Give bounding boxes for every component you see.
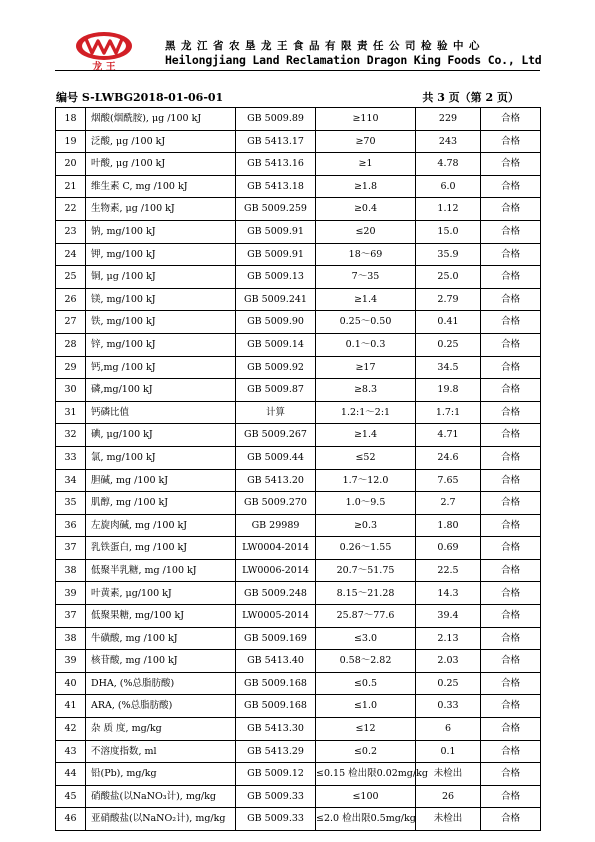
test-method-cell: GB 29989: [236, 514, 316, 537]
table-row: [56, 763, 541, 786]
page-info: 共 3 页（第 2 页）: [422, 91, 519, 104]
verdict-cell: 合格: [481, 333, 541, 356]
test-result-cell: 6: [416, 718, 481, 741]
verdict-cell: 合格: [481, 514, 541, 537]
company-logo: [72, 30, 136, 74]
row-number-cell: 32: [56, 424, 86, 447]
row-number-cell: 43: [56, 740, 86, 763]
test-item-cell: ARA, (%总脂肪酸): [86, 695, 236, 718]
test-method-cell: GB 5413.16: [236, 153, 316, 176]
standard-value-cell: ≤20: [316, 220, 416, 243]
row-number-cell: 23: [56, 220, 86, 243]
test-result-cell: 0.33: [416, 695, 481, 718]
test-results-table: [55, 107, 541, 831]
standard-value-cell: ≤0.15 检出限0.02mg/kg: [316, 763, 416, 786]
test-result-cell: 0.25: [416, 672, 481, 695]
test-item-cell: 钙磷比值: [86, 401, 236, 424]
row-number-cell: 26: [56, 288, 86, 311]
test-item-cell: 泛酸, μg /100 kJ: [86, 130, 236, 153]
test-result-cell: 6.0: [416, 175, 481, 198]
table-row: [56, 650, 541, 673]
table-row: [56, 695, 541, 718]
test-item-cell: 铁, mg/100 kJ: [86, 311, 236, 334]
row-number-cell: 39: [56, 582, 86, 605]
standard-value-cell: ≥110: [316, 108, 416, 131]
test-result-cell: 243: [416, 130, 481, 153]
test-item-cell: 钙,mg /100 kJ: [86, 356, 236, 379]
verdict-cell: 合格: [481, 356, 541, 379]
standard-value-cell: ≥1.4: [316, 288, 416, 311]
verdict-cell: 合格: [481, 740, 541, 763]
table-row: [56, 153, 541, 176]
test-item-cell: 生物素, μg /100 kJ: [86, 198, 236, 221]
test-result-cell: 0.1: [416, 740, 481, 763]
standard-value-cell: ≥8.3: [316, 379, 416, 402]
verdict-cell: 合格: [481, 288, 541, 311]
standard-value-cell: 0.58～2.82: [316, 650, 416, 673]
test-method-cell: GB 5009.169: [236, 627, 316, 650]
test-result-cell: 1.12: [416, 198, 481, 221]
test-method-cell: GB 5009.89: [236, 108, 316, 131]
test-item-cell: 氯, mg/100 kJ: [86, 446, 236, 469]
standard-value-cell: ≥0.3: [316, 514, 416, 537]
table-row: [56, 672, 541, 695]
test-method-cell: 计算: [236, 401, 316, 424]
standard-value-cell: ≤0.5: [316, 672, 416, 695]
standard-value-cell: ≤12: [316, 718, 416, 741]
table-row: [56, 266, 541, 289]
table-row: [56, 605, 541, 628]
test-result-cell: 25.0: [416, 266, 481, 289]
document-number: 编号 S-LWBG2018-01-06-01: [56, 91, 224, 104]
row-number-cell: 38: [56, 627, 86, 650]
test-method-cell: GB 5009.91: [236, 243, 316, 266]
standard-value-cell: 1.2:1～2:1: [316, 401, 416, 424]
verdict-cell: 合格: [481, 108, 541, 131]
test-item-cell: 牛磺酸, mg /100 kJ: [86, 627, 236, 650]
row-number-cell: 42: [56, 718, 86, 741]
standard-value-cell: 0.1～0.3: [316, 333, 416, 356]
verdict-cell: 合格: [481, 266, 541, 289]
row-number-cell: 36: [56, 514, 86, 537]
standard-value-cell: ≥17: [316, 356, 416, 379]
test-method-cell: GB 5009.44: [236, 446, 316, 469]
table-row: [56, 424, 541, 447]
test-item-cell: 亚硝酸盐(以NaNO₂计), mg/kg: [86, 808, 236, 831]
test-item-cell: 胆碱, mg /100 kJ: [86, 469, 236, 492]
verdict-cell: 合格: [481, 220, 541, 243]
test-item-cell: 钠, mg/100 kJ: [86, 220, 236, 243]
verdict-cell: 合格: [481, 718, 541, 741]
header-divider: [55, 70, 540, 71]
test-method-cell: GB 5009.168: [236, 695, 316, 718]
table-row: [56, 469, 541, 492]
test-item-cell: 锌, mg/100 kJ: [86, 333, 236, 356]
test-method-cell: GB 5413.18: [236, 175, 316, 198]
verdict-cell: 合格: [481, 672, 541, 695]
standard-value-cell: 0.26～1.55: [316, 537, 416, 560]
standard-value-cell: 1.7～12.0: [316, 469, 416, 492]
standard-value-cell: ≤1.0: [316, 695, 416, 718]
test-result-cell: 1.7:1: [416, 401, 481, 424]
table-row: [56, 808, 541, 831]
verdict-cell: 合格: [481, 401, 541, 424]
standard-value-cell: ≥1: [316, 153, 416, 176]
table-row: [56, 785, 541, 808]
test-result-cell: 4.71: [416, 424, 481, 447]
test-result-cell: 22.5: [416, 559, 481, 582]
test-results-body: [56, 108, 541, 831]
test-item-cell: 铅(Pb), mg/kg: [86, 763, 236, 786]
verdict-cell: 合格: [481, 446, 541, 469]
test-item-cell: 镁, mg/100 kJ: [86, 288, 236, 311]
test-result-cell: 39.4: [416, 605, 481, 628]
table-row: [56, 220, 541, 243]
test-method-cell: GB 5413.29: [236, 740, 316, 763]
test-result-cell: 1.80: [416, 514, 481, 537]
page-header: [0, 0, 595, 80]
test-method-cell: GB 5009.91: [236, 220, 316, 243]
table-row: [56, 401, 541, 424]
verdict-cell: 合格: [481, 537, 541, 560]
row-number-cell: 37: [56, 537, 86, 560]
test-method-cell: GB 5009.259: [236, 198, 316, 221]
verdict-cell: 合格: [481, 785, 541, 808]
test-result-cell: 35.9: [416, 243, 481, 266]
test-method-cell: GB 5009.33: [236, 808, 316, 831]
verdict-cell: 合格: [481, 627, 541, 650]
table-row: [56, 492, 541, 515]
row-number-cell: 24: [56, 243, 86, 266]
standard-value-cell: ≥0.4: [316, 198, 416, 221]
test-method-cell: GB 5413.30: [236, 718, 316, 741]
standard-value-cell: ≤100: [316, 785, 416, 808]
test-method-cell: GB 5009.267: [236, 424, 316, 447]
test-result-cell: 19.8: [416, 379, 481, 402]
test-item-cell: 磷,mg/100 kJ: [86, 379, 236, 402]
test-item-cell: DHA, (%总脂肪酸): [86, 672, 236, 695]
table-row: [56, 537, 541, 560]
test-item-cell: 硝酸盐(以NaNO₃计), mg/kg: [86, 785, 236, 808]
verdict-cell: 合格: [481, 763, 541, 786]
test-result-cell: 0.69: [416, 537, 481, 560]
verdict-cell: 合格: [481, 130, 541, 153]
standard-value-cell: ≤0.2: [316, 740, 416, 763]
test-item-cell: 乳铁蛋白, mg /100 kJ: [86, 537, 236, 560]
table-row: [56, 243, 541, 266]
test-result-cell: 2.13: [416, 627, 481, 650]
verdict-cell: 合格: [481, 559, 541, 582]
standard-value-cell: ≤2.0 检出限0.5mg/kg: [316, 808, 416, 831]
verdict-cell: 合格: [481, 469, 541, 492]
test-method-cell: GB 5009.92: [236, 356, 316, 379]
test-item-cell: 叶黄素, μg/100 kJ: [86, 582, 236, 605]
row-number-cell: 35: [56, 492, 86, 515]
row-number-cell: 30: [56, 379, 86, 402]
company-name-en: Heilongjiang Land Reclamation Dragon King Foods Co., Ltd: [165, 53, 542, 67]
row-number-cell: 21: [56, 175, 86, 198]
test-method-cell: GB 5009.12: [236, 763, 316, 786]
table-row: [56, 446, 541, 469]
row-number-cell: 46: [56, 808, 86, 831]
verdict-cell: 合格: [481, 492, 541, 515]
row-number-cell: 22: [56, 198, 86, 221]
test-item-cell: 低聚半乳糖, mg /100 kJ: [86, 559, 236, 582]
standard-value-cell: 7～35: [316, 266, 416, 289]
test-method-cell: LW0006-2014: [236, 559, 316, 582]
test-result-cell: 未检出: [416, 808, 481, 831]
table-row: [56, 108, 541, 131]
row-number-cell: 45: [56, 785, 86, 808]
row-number-cell: 39: [56, 650, 86, 673]
test-item-cell: 钾, mg/100 kJ: [86, 243, 236, 266]
standard-value-cell: 1.0～9.5: [316, 492, 416, 515]
verdict-cell: 合格: [481, 605, 541, 628]
test-method-cell: LW0005-2014: [236, 605, 316, 628]
test-result-cell: 14.3: [416, 582, 481, 605]
test-item-cell: 叶酸, μg /100 kJ: [86, 153, 236, 176]
test-method-cell: GB 5413.17: [236, 130, 316, 153]
standard-value-cell: 25.87～77.6: [316, 605, 416, 628]
row-number-cell: 38: [56, 559, 86, 582]
row-number-cell: 25: [56, 266, 86, 289]
verdict-cell: 合格: [481, 695, 541, 718]
test-result-cell: 4.78: [416, 153, 481, 176]
table-row: [56, 627, 541, 650]
table-row: [56, 514, 541, 537]
row-number-cell: 33: [56, 446, 86, 469]
test-result-cell: 24.6: [416, 446, 481, 469]
verdict-cell: 合格: [481, 198, 541, 221]
table-row: [56, 718, 541, 741]
test-method-cell: GB 5009.248: [236, 582, 316, 605]
test-result-cell: 34.5: [416, 356, 481, 379]
test-method-cell: GB 5009.14: [236, 333, 316, 356]
company-name-cn: 黑龙江省农垦龙王食品有限责任公司检验中心: [165, 40, 485, 52]
test-result-cell: 2.7: [416, 492, 481, 515]
test-result-cell: 26: [416, 785, 481, 808]
standard-value-cell: ≤52: [316, 446, 416, 469]
test-result-cell: 229: [416, 108, 481, 131]
table-row: [56, 333, 541, 356]
standard-value-cell: ≥1.8: [316, 175, 416, 198]
table-row: [56, 559, 541, 582]
verdict-cell: 合格: [481, 243, 541, 266]
verdict-cell: 合格: [481, 424, 541, 447]
table-row: [56, 740, 541, 763]
row-number-cell: 44: [56, 763, 86, 786]
test-result-cell: 15.0: [416, 220, 481, 243]
standard-value-cell: 0.25～0.50: [316, 311, 416, 334]
table-row: [56, 175, 541, 198]
standard-value-cell: ≤3.0: [316, 627, 416, 650]
test-item-cell: 肌醇, mg /100 kJ: [86, 492, 236, 515]
standard-value-cell: ≥1.4: [316, 424, 416, 447]
test-item-cell: 烟酸(烟酰胺), μg /100 kJ: [86, 108, 236, 131]
test-result-cell: 未检出: [416, 763, 481, 786]
test-item-cell: 杂 质 度, mg/kg: [86, 718, 236, 741]
row-number-cell: 19: [56, 130, 86, 153]
row-number-cell: 40: [56, 672, 86, 695]
verdict-cell: 合格: [481, 650, 541, 673]
test-method-cell: GB 5009.90: [236, 311, 316, 334]
test-result-cell: 2.03: [416, 650, 481, 673]
table-row: [56, 130, 541, 153]
logo-text: 龙 王: [92, 62, 116, 73]
test-result-cell: 2.79: [416, 288, 481, 311]
table-row: [56, 288, 541, 311]
test-result-cell: 0.25: [416, 333, 481, 356]
verdict-cell: 合格: [481, 175, 541, 198]
row-number-cell: 31: [56, 401, 86, 424]
test-method-cell: GB 5009.13: [236, 266, 316, 289]
test-method-cell: GB 5413.20: [236, 469, 316, 492]
verdict-cell: 合格: [481, 808, 541, 831]
test-item-cell: 铜, μg /100 kJ: [86, 266, 236, 289]
test-item-cell: 维生素 C, mg /100 kJ: [86, 175, 236, 198]
row-number-cell: 41: [56, 695, 86, 718]
standard-value-cell: ≥70: [316, 130, 416, 153]
table-row: [56, 198, 541, 221]
verdict-cell: 合格: [481, 582, 541, 605]
row-number-cell: 34: [56, 469, 86, 492]
verdict-cell: 合格: [481, 379, 541, 402]
test-method-cell: GB 5413.40: [236, 650, 316, 673]
test-method-cell: GB 5009.87: [236, 379, 316, 402]
standard-value-cell: 20.7～51.75: [316, 559, 416, 582]
verdict-cell: 合格: [481, 311, 541, 334]
row-number-cell: 37: [56, 605, 86, 628]
test-result-cell: 7.65: [416, 469, 481, 492]
test-item-cell: 碘, μg/100 kJ: [86, 424, 236, 447]
table-row: [56, 379, 541, 402]
test-method-cell: GB 5009.270: [236, 492, 316, 515]
verdict-cell: 合格: [481, 153, 541, 176]
test-item-cell: 左旋肉碱, mg /100 kJ: [86, 514, 236, 537]
test-item-cell: 低聚果糖, mg/100 kJ: [86, 605, 236, 628]
test-item-cell: 核苷酸, mg /100 kJ: [86, 650, 236, 673]
standard-value-cell: 8.15～21.28: [316, 582, 416, 605]
test-method-cell: LW0004-2014: [236, 537, 316, 560]
table-row: [56, 311, 541, 334]
test-method-cell: GB 5009.241: [236, 288, 316, 311]
table-row: [56, 356, 541, 379]
row-number-cell: 18: [56, 108, 86, 131]
test-result-cell: 0.41: [416, 311, 481, 334]
test-item-cell: 不溶度指数, ml: [86, 740, 236, 763]
table-row: [56, 582, 541, 605]
row-number-cell: 20: [56, 153, 86, 176]
row-number-cell: 27: [56, 311, 86, 334]
standard-value-cell: 18～69: [316, 243, 416, 266]
test-method-cell: GB 5009.33: [236, 785, 316, 808]
test-method-cell: GB 5009.168: [236, 672, 316, 695]
row-number-cell: 28: [56, 333, 86, 356]
row-number-cell: 29: [56, 356, 86, 379]
